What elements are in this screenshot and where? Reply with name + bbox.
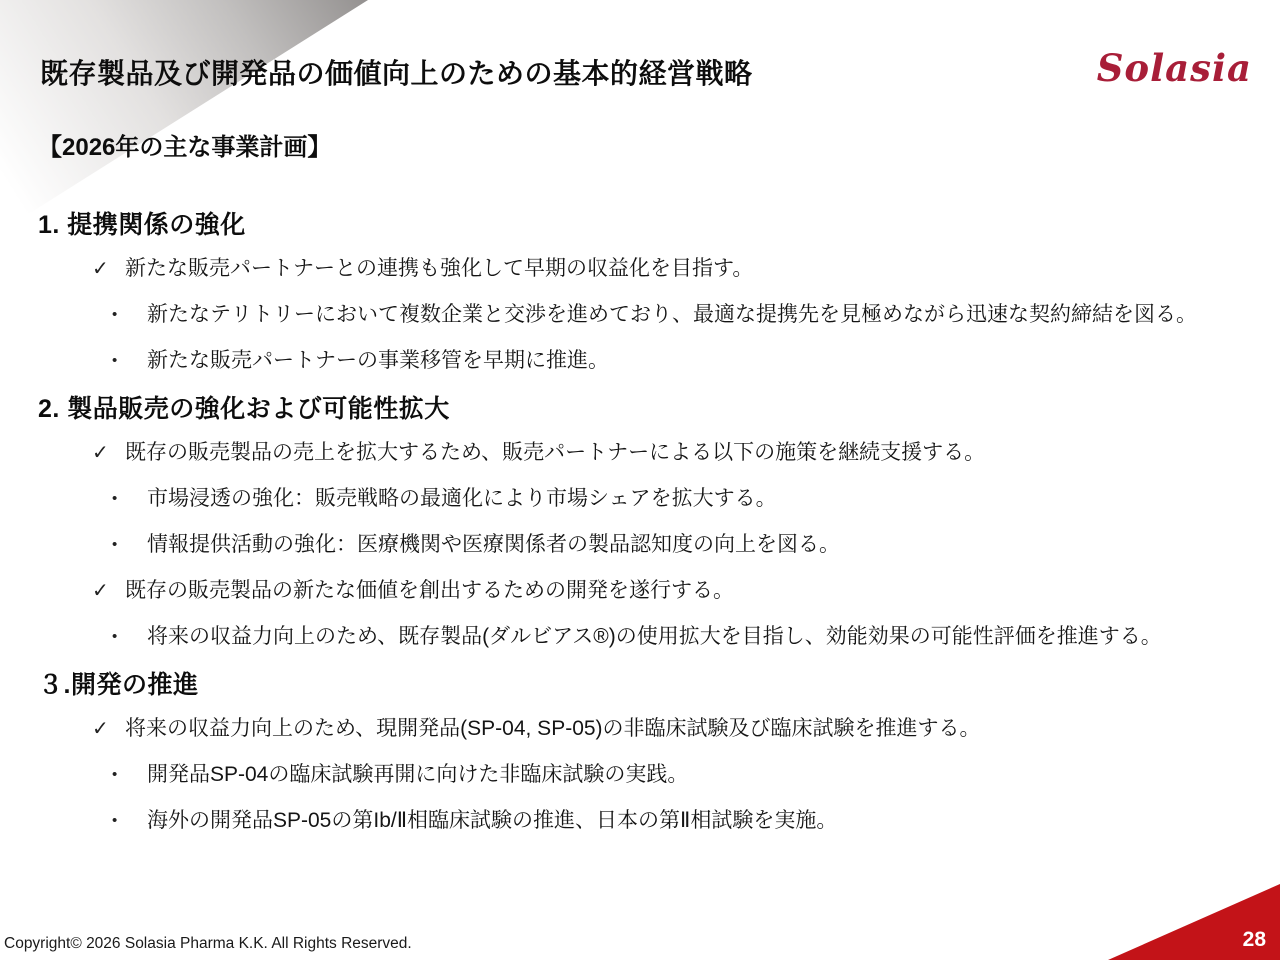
section-heading-3: ３.開発の推進 xyxy=(38,671,199,699)
list-item xyxy=(0,808,1280,834)
list-item-text: 開発品SP-04の臨床試験再開に向けた非臨床試験の実践。 xyxy=(147,763,689,786)
slide-subtitle: 【2026年の主な事業計画】 xyxy=(38,134,332,161)
list-item-text: 新たな販売パートナーの事業移管を早期に推進。 xyxy=(147,349,609,372)
slide-body xyxy=(0,196,1280,854)
section-heading-2: 2. 製品販売の強化および可能性拡大 xyxy=(38,395,450,423)
list-item xyxy=(0,762,1280,788)
list-item xyxy=(0,624,1280,650)
copyright-text: Copyright© 2026 Solasia Pharma K.K. All Rights Reserved. xyxy=(4,935,412,952)
bullet-icon: • xyxy=(112,766,118,783)
bullet-icon: • xyxy=(112,628,118,645)
bullet-icon: • xyxy=(112,352,118,369)
list-item xyxy=(0,256,1280,282)
list-item-text: 海外の開発品SP-05の第Ib/Ⅱ相臨床試験の推進、日本の第Ⅱ相試験を実施。 xyxy=(147,809,838,832)
list-item-text: 将来の収益力向上のため、現開発品(SP-04, SP-05)の非臨床試験及び臨床試験を推進する。 xyxy=(125,717,981,740)
check-icon: ✓ xyxy=(92,580,109,602)
list-item xyxy=(0,578,1280,604)
list-item xyxy=(0,302,1280,328)
list-item xyxy=(0,486,1280,512)
page-title: 既存製品及び開発品の価値向上のための基本的経営戦略 xyxy=(40,58,753,89)
solasia-logo: Solasia xyxy=(1096,46,1252,90)
list-item-text: 既存の販売製品の新たな価値を創出するための開発を遂行する。 xyxy=(125,579,734,602)
check-icon: ✓ xyxy=(92,442,109,464)
section-heading-1: 1. 提携関係の強化 xyxy=(38,211,246,239)
list-item xyxy=(0,440,1280,466)
page-number: 28 xyxy=(1242,928,1266,951)
list-item-text: 新たなテリトリーにおいて複数企業と交渉を進めており、最適な提携先を見極めながら迅速な契約締結を図る。 xyxy=(147,303,1197,326)
list-item-text: 既存の販売製品の売上を拡大するため、販売パートナーによる以下の施策を継続支援する。 xyxy=(125,441,986,464)
list-item-text: 情報提供活動の強化：医療機関や医療関係者の製品認知度の向上を図る。 xyxy=(147,533,840,556)
check-icon: ✓ xyxy=(92,258,109,280)
bullet-icon: • xyxy=(112,306,118,323)
list-item xyxy=(0,532,1280,558)
list-item-text: 将来の収益力向上のため、既存製品(ダルビアス®)の使用拡大を目指し、効能効果の可能性評価を推進する。 xyxy=(147,625,1162,648)
bullet-icon: • xyxy=(112,812,118,829)
list-item-text: 市場浸透の強化：販売戦略の最適化により市場シェアを拡大する。 xyxy=(147,487,777,510)
bullet-icon: • xyxy=(112,536,118,553)
list-item xyxy=(0,716,1280,742)
list-item xyxy=(0,348,1280,374)
list-item-text: 新たな販売パートナーとの連携も強化して早期の収益化を目指す。 xyxy=(125,257,754,280)
bullet-icon: • xyxy=(112,490,118,507)
check-icon: ✓ xyxy=(92,718,109,740)
